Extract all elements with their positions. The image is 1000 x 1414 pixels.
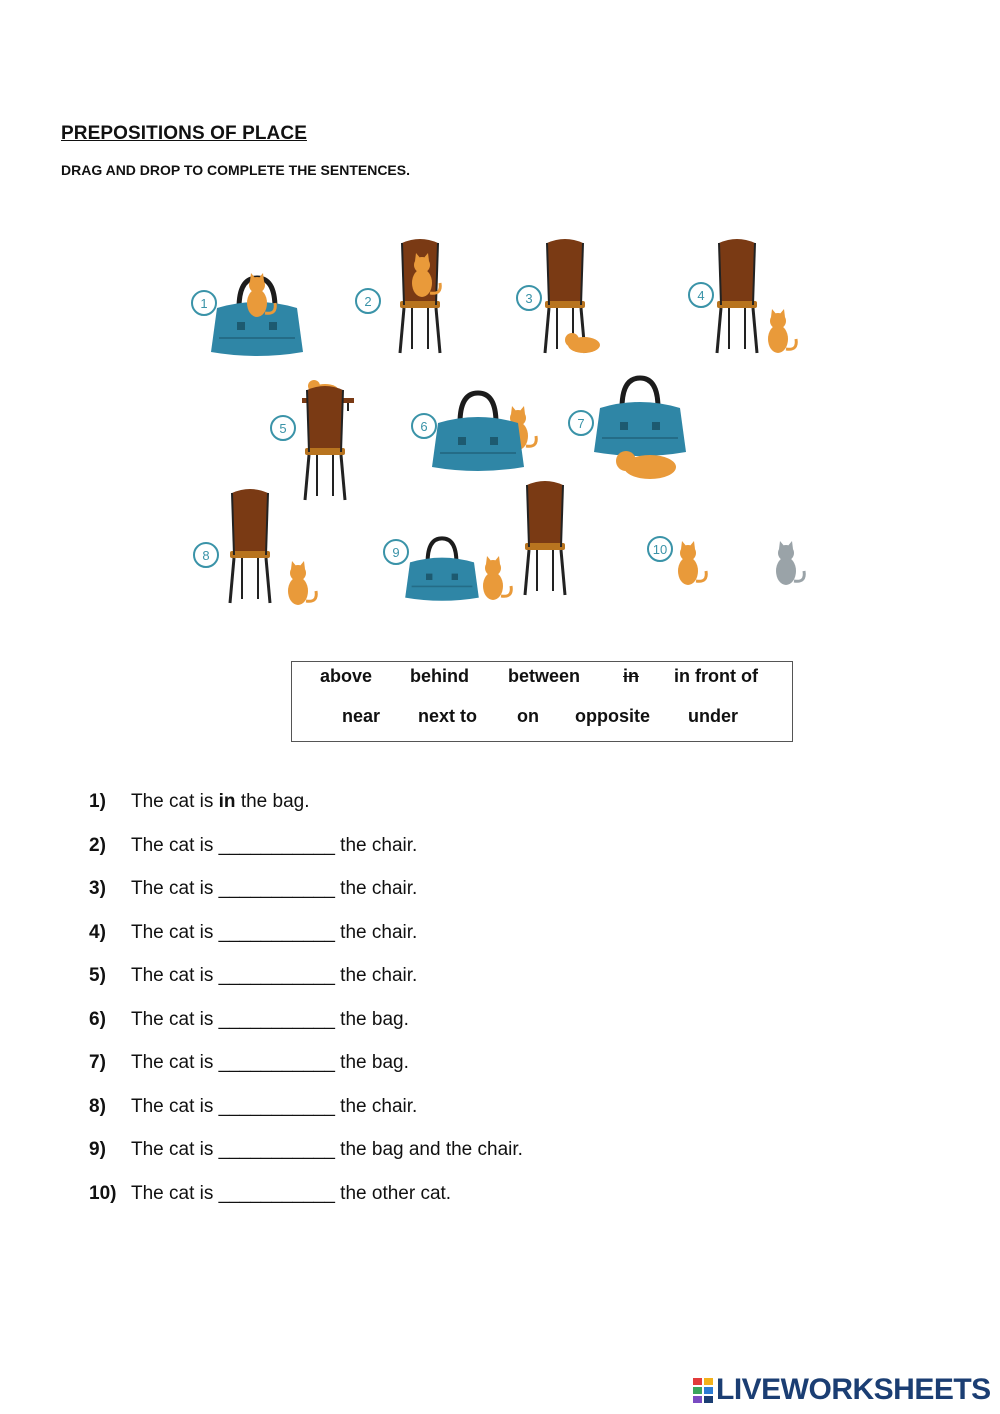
scene-6	[412, 393, 536, 471]
scene-1	[192, 273, 303, 356]
liveworksheets-brand	[692, 1372, 991, 1408]
label-5: 5	[279, 421, 287, 436]
word-behind[interactable]: behind	[410, 666, 469, 686]
prepositions-illustration	[180, 225, 820, 635]
label-1: 1	[200, 296, 208, 311]
label-9: 9	[392, 545, 400, 560]
sentence-suffix: the bag.	[334, 1052, 409, 1073]
sentence-prefix: The cat is	[131, 878, 219, 899]
sentence-prefix: The cat is	[131, 1182, 219, 1204]
sentence-suffix: the chair.	[334, 921, 418, 943]
sentence-prefix: The cat is	[131, 791, 219, 812]
answer-drop-zone[interactable]: ___________	[218, 1139, 335, 1160]
sentence-prefix: The cat is	[131, 1052, 219, 1073]
sentence-suffix: the bag and the chair.	[334, 1139, 523, 1160]
sentence-prefix: The cat is	[131, 965, 219, 986]
word-on[interactable]: on	[517, 706, 539, 726]
answer-drop-zone[interactable]: ___________	[218, 965, 335, 986]
label-8: 8	[202, 548, 210, 563]
label-7: 7	[577, 416, 585, 431]
word-in-front-of[interactable]: in front of	[674, 666, 758, 686]
answer-drop-zone[interactable]: ___________	[218, 834, 335, 856]
sentence-number: 4)	[89, 921, 106, 943]
word-under[interactable]: under	[688, 706, 739, 726]
answer-drop-zone[interactable]: ___________	[218, 1008, 335, 1030]
sentence-suffix: the bag.	[235, 791, 310, 812]
scene-2	[356, 239, 440, 353]
scene-8	[194, 489, 316, 605]
answer-drop-zone[interactable]: ___________	[218, 878, 335, 899]
sentence-prefix: The cat is	[131, 921, 219, 943]
sentence-number: 7)	[89, 1052, 106, 1073]
sentence-prefix: The cat is	[131, 1008, 219, 1030]
sentence-suffix: the other cat.	[334, 1182, 452, 1204]
word-between[interactable]: between	[508, 666, 581, 686]
sentence-prefix: The cat is	[131, 1095, 219, 1117]
sentence-suffix: the chair.	[334, 878, 418, 899]
word-near[interactable]: near	[342, 706, 381, 726]
answer-drop-zone[interactable]: ___________	[218, 1052, 335, 1073]
word-above[interactable]: above	[320, 666, 373, 686]
sentence-suffix: the chair.	[334, 965, 418, 986]
scene-9	[384, 481, 565, 601]
sentence-suffix: the chair.	[334, 1095, 418, 1117]
scene-4	[689, 239, 796, 353]
liveworksheets-logo-icon	[692, 1376, 714, 1404]
sentence-number: 10)	[89, 1182, 117, 1204]
sentence-number: 6)	[89, 1008, 106, 1030]
label-3: 3	[525, 291, 533, 306]
sentence-prefix: The cat is	[131, 834, 219, 856]
word-bank	[291, 661, 793, 742]
answer-given: in	[218, 791, 236, 812]
sentence-number: 2)	[89, 834, 106, 856]
sentence-prefix: The cat is	[131, 1139, 219, 1160]
sentence-number: 3)	[89, 878, 106, 899]
sentence-suffix: the bag.	[334, 1008, 409, 1030]
brand-name: LIVEWORKSHEETS	[716, 1373, 991, 1406]
page-title: PREPOSITIONS OF PLACE	[61, 123, 307, 144]
label-4: 4	[697, 288, 705, 303]
word-in-used: in	[623, 666, 639, 686]
label-10: 10	[652, 542, 668, 557]
sentence-number: 1)	[89, 791, 106, 812]
scene-10	[648, 537, 804, 585]
instruction-text: DRAG AND DROP TO COMPLETE THE SENTENCES.	[61, 162, 410, 178]
word-next-to[interactable]: next to	[418, 706, 478, 726]
sentence-number: 9)	[89, 1139, 106, 1160]
answer-drop-zone[interactable]: ___________	[218, 1095, 335, 1117]
scene-7	[569, 378, 686, 479]
sentence-number: 8)	[89, 1095, 106, 1117]
scene-5	[271, 380, 354, 500]
label-6: 6	[420, 419, 428, 434]
scene-3	[517, 239, 600, 353]
answer-drop-zone[interactable]: ___________	[218, 1182, 335, 1204]
label-2: 2	[364, 294, 372, 309]
word-opposite[interactable]: opposite	[575, 706, 650, 726]
sentence-suffix: the chair.	[334, 834, 418, 856]
sentence-number: 5)	[89, 965, 106, 986]
answer-drop-zone[interactable]: ___________	[218, 921, 335, 943]
